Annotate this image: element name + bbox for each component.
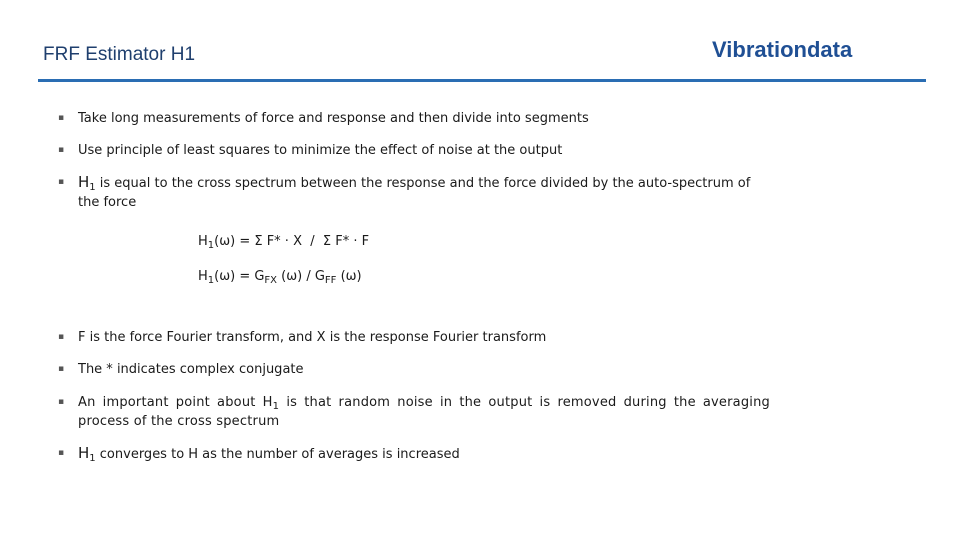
bullet-text: An important point about $H_1$ is that random noise in the output is removed during the averaging process of the cross spectrum (78, 395, 771, 429)
equation-h1-gfx-gff: $H_1(\omega) = G_{FX}$ $(\omega) / G_{FF}$ (ω) (198, 269, 362, 286)
bullet-text: Use principle of least squares to minimize the effect of noise at the output (78, 143, 563, 158)
bullet-text: $H_1$ converges to H as the number of averages is increased (78, 444, 460, 464)
header-divider (38, 79, 926, 82)
bullet-text: The * indicates complex conjugate (78, 362, 304, 377)
bullet-marker: ▪ (58, 448, 65, 458)
equation-h1-cross-spectrum: $H_1(\omega) = \Sigma$ F* · X / Σ F* · F (198, 234, 370, 251)
bullet-marker: ▪ (58, 364, 65, 374)
bullet-marker: ▪ (58, 177, 65, 187)
bullet-item (58, 444, 770, 464)
bullet-item (58, 173, 770, 212)
bullet-item (58, 109, 770, 128)
brand-logo-text: Vibrationdata (712, 37, 853, 62)
bullet-item (58, 141, 770, 160)
bullet-text: Take long measurements of force and response and then divide into segments (78, 111, 589, 126)
bullet-item (58, 328, 770, 347)
bullet-marker: ▪ (58, 332, 65, 342)
bullet-item (58, 360, 770, 379)
slide-title: FRF Estimator H1 (43, 44, 196, 65)
bullet-marker: ▪ (58, 113, 65, 123)
bullet-marker: ▪ (58, 397, 65, 407)
bullet-item (58, 393, 770, 431)
bullet-marker: ▪ (58, 145, 65, 155)
bullet-text: F is the force Fourier transform, and X is the response Fourier transform (78, 330, 547, 345)
bullet-text: $H_1$ is equal to the cross spectrum between the response and the force divided by the auto-spectrum of the force (78, 173, 751, 210)
